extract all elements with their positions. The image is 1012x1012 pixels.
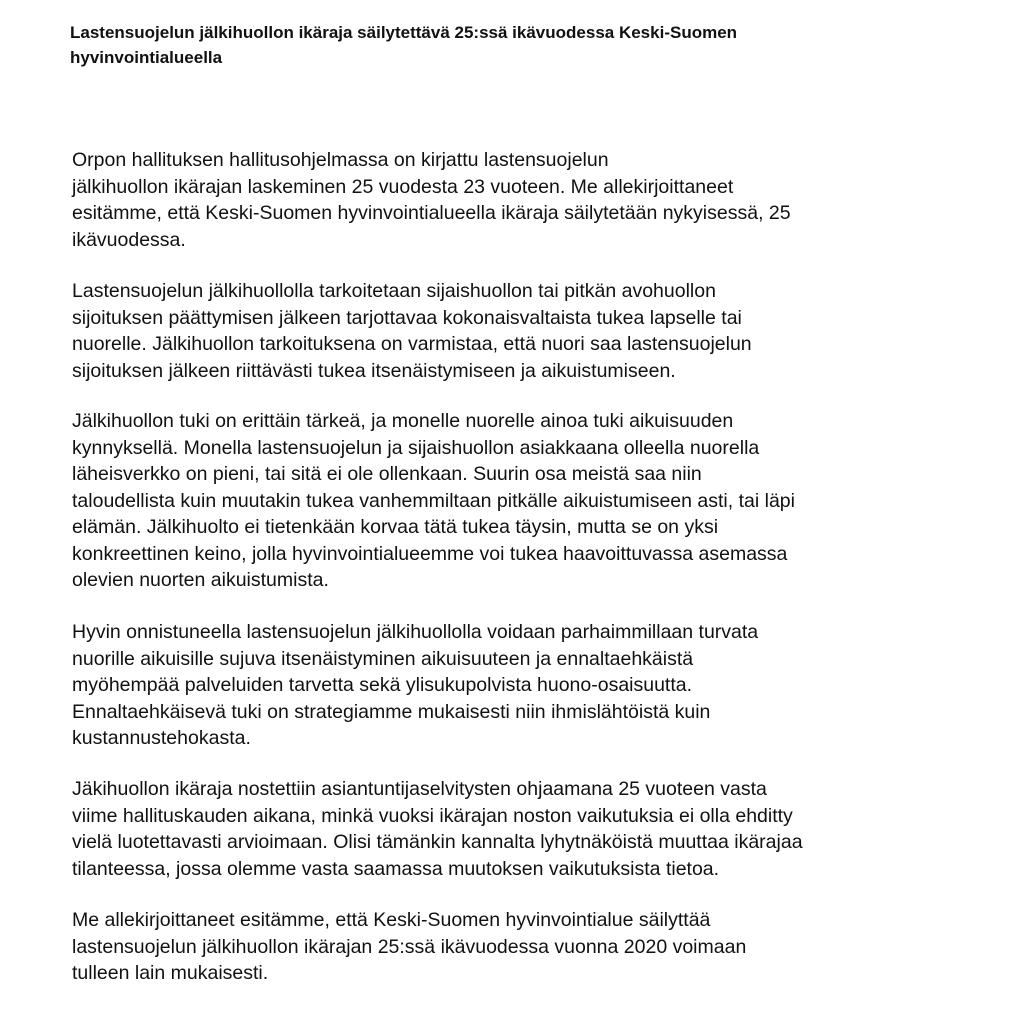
title-line: hyvinvointialueella xyxy=(70,48,223,67)
paragraph-line: tilanteessa, jossa olemme vasta saamassa muutoksen vaikutuksista tietoa. xyxy=(72,857,720,880)
paragraph-line: jälkihuollon ikärajan laskeminen 25 vuodesta 23 vuoteen. Me allekirjoittaneet xyxy=(72,175,734,198)
paragraph-line: Jälkihuollon tuki on erittäin tärkeä, ja monelle nuorelle ainoa tuki aikuisuuden xyxy=(72,410,734,432)
paragraph-line: myöhempää palveluiden tarvetta sekä ylisukupolvista huono-osaisuutta. xyxy=(72,674,693,696)
paragraph-line: elämän. Jälkihuolto ei tietenkään korvaa tätä tukea täysin, mutta se on yksi xyxy=(72,516,719,538)
paragraph-line: olevien nuorten aikuistumista. xyxy=(72,569,329,591)
paragraph-line: taloudellista kuin muutakin tukea vanhemmiltaan pitkälle aikuistumiseen asti, tai läpi xyxy=(72,489,795,512)
paragraph-line: vielä luotettavasti arvioimaan. Olisi tämänkin kannalta lyhytnäköistä muuttaa ikärajaa xyxy=(72,831,803,853)
document-title xyxy=(70,20,950,70)
paragraph-1 xyxy=(72,147,791,253)
paragraph-line: esitämme, että Keski-Suomen hyvinvointialueella ikäraja säilytetään nykyisessä, 25 xyxy=(72,202,791,224)
paragraph-line: tulleen lain mukaisesti. xyxy=(72,962,269,984)
paragraph-line: viime hallituskauden aikana, minkä vuoksi ikärajan noston vaikutuksia ei olla ehditty xyxy=(72,804,793,827)
title-line: Lastensuojelun jälkihuollon ikäraja säilytettävä 25:ssä ikävuodessa Keski-Suomen xyxy=(70,23,738,42)
paragraph-line: nuorille aikuisille sujuva itsenäistyminen aikuisuuteen ja ennaltaehkäistä xyxy=(72,647,694,670)
paragraph-line: sijoituksen päättymisen jälkeen tarjottavaa kokonaisvaltaista tukea lapselle tai xyxy=(72,306,742,329)
paragraph-line: Jäkihuollon ikäraja nostettiin asiantuntijaselvitysten ohjaamana 25 vuoteen vasta xyxy=(72,778,767,800)
paragraph-6 xyxy=(72,907,746,987)
paragraph-line: Orpon hallituksen hallitusohjelmassa on kirjattu lastensuojelun xyxy=(72,149,609,171)
paragraph-line: Lastensuojelun jälkihuollolla tarkoitetaan sijaishuollon tai pitkän avohuollon xyxy=(72,280,716,302)
paragraph-line: ikävuodessa. xyxy=(72,228,186,251)
paragraph-line: lastensuojelun jälkihuollon ikärajan 25:ssä ikävuodessa vuonna 2020 voimaan xyxy=(72,935,747,958)
paragraph-5 xyxy=(72,776,803,882)
paragraph-line: Hyvin onnistuneella lastensuojelun jälkihuollolla voidaan parhaimmillaan turvata xyxy=(72,621,759,643)
paragraph-line: kustannustehokasta. xyxy=(72,727,251,749)
paragraph-line: sijoituksen jälkeen riittävästi tukea itsenäistymiseen ja aikuistumiseen. xyxy=(72,359,676,382)
paragraph-3 xyxy=(72,408,795,594)
paragraph-2 xyxy=(72,278,752,384)
paragraph-line: konkreettinen keino, jolla hyvinvointialueemme voi tukea haavoittuvassa asemassa xyxy=(72,542,788,565)
paragraph-4 xyxy=(72,619,758,752)
paragraph-line: nuorelle. Jälkihuollon tarkoituksena on varmistaa, että nuori saa lastensuojelun xyxy=(72,333,752,355)
paragraph-line: Me allekirjoittaneet esitämme, että Keski-Suomen hyvinvointialue säilyttää xyxy=(72,909,711,931)
paragraph-line: läheisverkko on pieni, tai sitä ei ole ollenkaan. Suurin osa meistä saa niin xyxy=(72,463,702,485)
paragraph-line: Ennaltaehkäisevä tuki on strategiamme mukaisesti niin ihmislähtöistä kuin xyxy=(72,700,711,723)
paragraph-line: kynnyksellä. Monella lastensuojelun ja sijaishuollon asiakkaana olleella nuorella xyxy=(72,436,760,459)
